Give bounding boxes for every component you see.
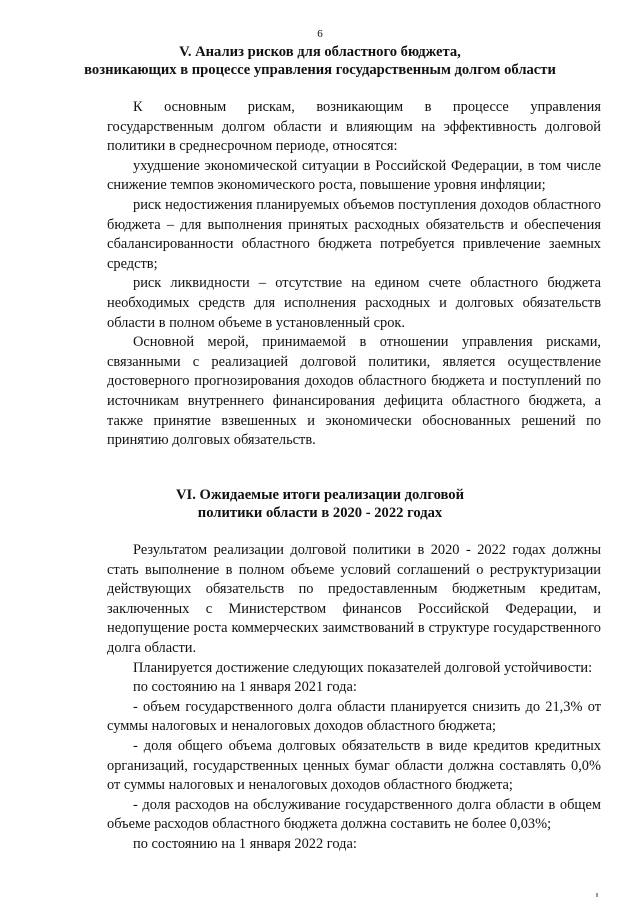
section-5-paragraph-measures: Основной мерой, принимаемой в отношении управления рисками, связанными с реализацией долговой политики, является осуществление достоверного прогнозирования доходов областного бюджета и поступлений по источникам внутреннего финансирования дефицита областного бюджета, а также принятие взвешенных и экономически обоснованных решений по принятию долговых обязательств. [107, 334, 601, 449]
section-5-heading-line-1: V. Анализ рисков для областного бюджета, [179, 44, 461, 60]
section-6-body [107, 541, 601, 855]
page-number: 6 [317, 28, 323, 40]
section-6-paragraph-service-share: - доля расходов на обслуживание государственного долга области в общем объеме расходов областного бюджета должна составить не более 0,03%; [107, 796, 601, 833]
section-6-heading [0, 486, 640, 522]
section-6-heading-line-1: VI. Ожидаемые итоги реализации долговой [175, 487, 465, 503]
section-6-paragraph-date-2021: по состоянию на 1 января 2021 года: [133, 679, 357, 696]
section-6-paragraph-results: Результатом реализации долговой политики в 2020 - 2022 годах должны стать выполнение в полном объеме условий соглашений о реструктуризации действующих обязательств по предоставленным бюджетным кредитам, заключенных с Министерством финансов Российской Федерации, и недопущение роста коммерческих заимствований в структуре государственного долга области. [107, 542, 601, 656]
section-5-heading [0, 43, 640, 79]
section-6-paragraph-credit-share: - доля общего объема долговых обязательств в виде кредитов кредитных организаций, государственных ценных бумаг области должна составлять 0,0% от суммы налоговых и неналоговых доходов областного бюджета; [107, 737, 601, 794]
section-5-body [107, 98, 601, 451]
section-5-paragraph-intro: К основным рискам, возникающим в процессе управления государственным долгом области и влияющим на эффективность долговой политики в среднесрочном периоде, относятся: [107, 99, 601, 155]
section-5-heading-line-2: возникающих в процессе управления государственным долгом области [84, 62, 556, 78]
section-5-paragraph-risk-liquidity: риск ликвидности – отсутствие на едином счете областного бюджета необходимых средств для исполнения расходных и долговых обязательств области в полном объеме в установленный срок. [107, 275, 601, 331]
section-5-paragraph-risk-economy: ухудшение экономической ситуации в Российской Федерации, в том числе снижение темпов экономического роста, повышение уровня инфляции; [107, 157, 601, 194]
section-6-heading-line-2: политики области в 2020 - 2022 годах [197, 505, 443, 521]
section-6-paragraph-indicators: Планируется достижение следующих показателей долговой устойчивости: [133, 659, 593, 676]
scan-mark [596, 893, 598, 897]
section-5-paragraph-risk-revenue: риск недостижения планируемых объемов поступления доходов областного бюджета – для выполнения принятых расходных обязательств и обеспечения сбалансированности областного бюджета потребуется привлечение заемных средств; [107, 196, 601, 272]
section-6-paragraph-date-2022: по состоянию на 1 января 2022 года: [133, 835, 357, 852]
section-6-paragraph-debt-volume: - объем государственного долга области планируется снизить до 21,3% от суммы налоговых и неналоговых доходов областного бюджета; [107, 698, 601, 735]
